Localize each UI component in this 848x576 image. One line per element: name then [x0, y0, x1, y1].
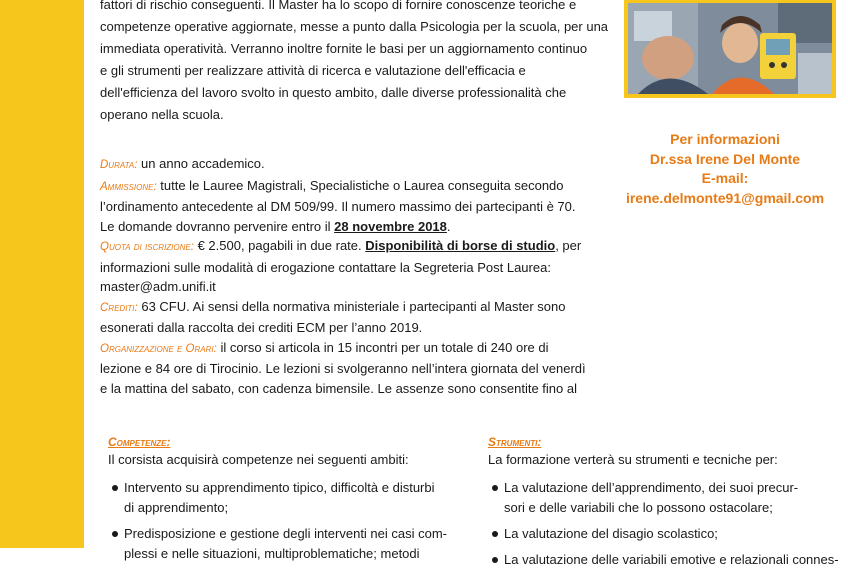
quota-text-2: , per: [555, 238, 582, 253]
list-item-line: Predisposizione e gestione degli interventi nei casi com-: [124, 526, 448, 541]
list-item: [108, 524, 460, 564]
quota-label: Quota di iscrizione:: [100, 241, 194, 253]
durata-label: Durata:: [100, 159, 138, 171]
list-item-line: La valutazione del disagio scolastico;: [504, 526, 718, 541]
strumenti-column: [488, 434, 839, 576]
organizzazione-text-1: il corso si articola in 15 incontri per un totale di 240 ore di: [216, 339, 549, 355]
classroom-photo: [628, 3, 832, 94]
photo-illustration: [628, 3, 832, 94]
crediti-label: Crediti:: [100, 301, 138, 314]
list-item-line: di apprendimento;: [124, 500, 229, 515]
strumenti-intro: La formazione verterà su strumenti e tecniche per:: [488, 452, 778, 467]
quota-row: [100, 236, 592, 297]
photo-frame: [624, 0, 836, 98]
intro-line: immediata operatività. Verranno inoltre fornite le basi per un aggiornamento continuo: [100, 41, 588, 56]
ammissione-row: [100, 176, 592, 237]
strumenti-title: Strumenti:: [488, 435, 542, 449]
competenze-list: [108, 478, 460, 564]
strumenti-list: [488, 478, 839, 570]
intro-paragraph: [100, 0, 609, 126]
intro-line: dell'efficienza del lavoro svolto in questo ambito, dalle diverse professionalità che: [100, 85, 567, 100]
quota-email[interactable]: master@adm.unifi.it: [100, 279, 216, 294]
organizzazione-text-3: e la mattina del sabato, con cadenza bimensile. Le assenze sono consentite fino al: [100, 380, 577, 396]
list-item: [108, 478, 460, 518]
contact-email-label: E-mail:: [701, 170, 749, 186]
intro-line: operano nella scuola.: [100, 107, 224, 122]
durata-row: [100, 154, 592, 176]
ammissione-text-2: l’ordinamento antecedente al DM 509/99. Il numero massimo dei partecipanti è 70.: [100, 199, 576, 214]
course-details: [100, 154, 592, 418]
bottom-section: [84, 398, 848, 567]
quota-text-3: informazioni sulle modalità di erogazione contattare la Segreteria Post Laurea:: [100, 259, 551, 275]
crediti-text-1: 63 CFU. Ai sensi della normativa ministeriale i partecipanti al Master sono: [137, 298, 566, 314]
contact-block: [620, 130, 830, 208]
list-item-line: sori e delle variabili che lo possono ostacolare;: [504, 500, 773, 515]
organizzazione-label: Organizzazione e Orari:: [100, 342, 217, 355]
crediti-text-2: esonerati dalla raccolta dei crediti ECM per l’anno 2019.: [100, 320, 423, 335]
list-item: [488, 550, 839, 570]
intro-line: e gli strumenti per realizzare attività di ricerca e valutazione dell'efficacia e: [100, 63, 526, 78]
durata-text: un anno accademico.: [137, 156, 265, 171]
list-item: [488, 478, 828, 518]
list-item-line: La valutazione delle variabili emotive e relazionali connes-: [504, 552, 839, 567]
left-yellow-band: [0, 0, 84, 548]
contact-name: Dr.ssa Irene Del Monte: [649, 150, 801, 167]
intro-line: competenze operative aggiornate, messe a punto dalla Psicologia per la scuola, per una: [100, 19, 609, 34]
contact-email[interactable]: irene.delmonte91@gmail.com: [625, 189, 825, 206]
crediti-row: [100, 297, 592, 338]
list-item-line: plessi e nelle situazioni, multiproblematiche; metodi: [124, 546, 420, 561]
borse-di-studio-link[interactable]: Disponibilità di borse di studio: [365, 238, 556, 253]
competenze-column: [108, 434, 460, 570]
list-item: [488, 524, 828, 544]
organizzazione-text-2: lezione e 84 ore di Tirocinio. Le lezioni si svolgeranno nell’intera giornata del venerdì: [100, 361, 586, 376]
competenze-intro: Il corsista acquisirà competenze nei seguenti ambiti:: [108, 452, 409, 467]
list-item-line: Intervento su apprendimento tipico, difficoltà e disturbi: [124, 480, 435, 495]
ammissione-deadline: 28 novembre 2018: [334, 218, 447, 234]
list-item-line: La valutazione dell’apprendimento, dei suoi precur-: [504, 480, 799, 495]
ammissione-text-1: tutte le Lauree Magistrali, Specialistiche o Laurea conseguita secondo: [156, 177, 564, 193]
ammissione-label: Ammissione:: [100, 180, 157, 193]
quota-text-1: € 2.500, pagabili in due rate.: [193, 238, 366, 253]
contact-heading: Per informazioni: [670, 131, 780, 147]
competenze-title: Competenze:: [108, 435, 171, 449]
ammissione-text-3: Le domande dovranno pervenire entro il: [100, 218, 335, 234]
ammissione-text-4: .: [446, 218, 451, 234]
intro-line: fattori di rischio conseguenti. Il Master ha lo scopo di fornire conoscenze teoriche e: [100, 0, 577, 12]
